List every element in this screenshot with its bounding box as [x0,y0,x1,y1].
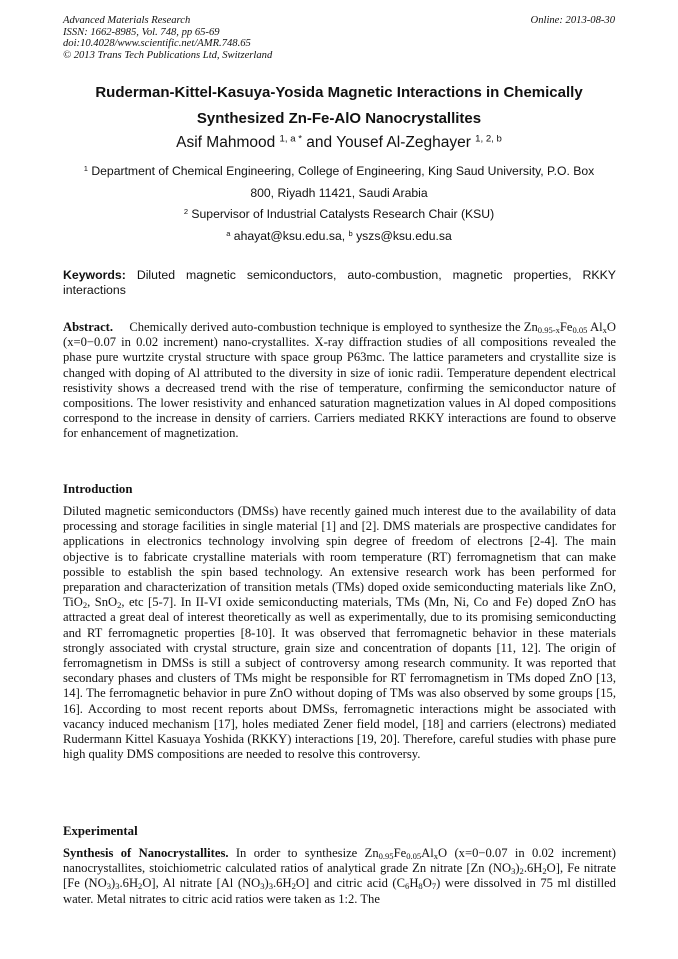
synthesis-label: Synthesis of Nanocrystallites. [63,846,229,860]
exp-text-12: .6H [273,876,292,891]
affiliation-2-text: Supervisor of Industrial Catalysts Research Chair (KSU) [188,207,495,221]
intro-sub-1: 2 [82,600,88,611]
affiliation-2-marker: 2 [183,206,189,216]
online-date: Online: 2013-08-30 [530,15,615,26]
issn-line: ISSN: 1662-8985, Vol. 748, pp 65-69 [63,26,220,38]
exp-sub-13: 6 [405,881,410,892]
journal-name: Advanced Materials Research [63,15,191,26]
exp-text-1: In order to synthesize Zn [228,846,379,860]
abstract-text-2: Fe [559,320,573,334]
abstract-text-1: Chemically derived auto-combustion technique is employed to synthesize the Zn [113,320,538,334]
intro-text-3: , etc [5-7]. In II-VI oxide semiconducting materials, TMs (Mn, Ni, Co and Fe) doped ZnO has attracted a great deal of interest theoretically as well as experimentally, due to its promising semiconducting and RT ferromagnetic properties [8-10]. It was observed that ferromagnetic behavior in these materials strongly associated with crystal structure, grain size and concentration of dopants [11, 12]. The origin of ferromagnetism in DMSs is still a subject of controversy among research community. It was reported that secondary phases and clusters of TMs might be responsible for RT ferromagnetism in TMs doped ZnO [13, 14]. The ferromagnetic behavior in pure ZnO without doping of TMs was also observed by some groups [15, 16]. According to most recent reports about DMSs, ferromagnetic interactions might be associated with vacancy induced mechanism [17], holes mediated Zener field model, [18] and carriers (electrons) mediated Rudermann Kittel Kasuaya Yoshida (RKKY) interactions [19, 20]. Therefore, careful studies with phase pure high quality DMS compositions are needed to resolve this controversy. [63,595,616,762]
exp-text-16: ) were dissolved in 75 ml distilled water. Metal nitrates to citric acid ratios were taken as 1:2. The [63,876,616,906]
doi-line[interactable]: doi:10.4028/www.scientific.net/AMR.748.65 [63,38,251,50]
exp-text-2: Fe [393,846,407,860]
experimental-body [63,846,616,907]
email-line [40,225,638,247]
abstract [63,320,616,442]
author-2: Yousef Al-Zeghayer [336,134,471,151]
author-2-marks: 1, 2, b [475,133,502,145]
journal-header [63,15,623,61]
introduction-body [63,504,616,762]
keywords [63,268,616,297]
affiliation-1 [40,160,638,204]
exp-sub-1: 0.95 [378,851,394,862]
exp-sub-15: 7 [431,881,437,892]
exp-sub-2: 0.05 [406,851,422,862]
exp-text-13: O] and citric acid (C [295,876,406,891]
exp-sub-4: 3 [511,866,516,877]
exp-sub-12: 2 [291,881,296,892]
affiliation-2 [40,203,638,225]
exp-text-5: ) [515,861,520,876]
exp-sub-5: 2 [519,866,524,877]
intro-sub-2: 2 [117,600,122,611]
title-line-2: Synthesized Zn-Fe-AlO Nanocrystallites [196,110,482,127]
email-a-marker: a [226,228,231,238]
keywords-label: Keywords: [63,268,126,282]
exp-text-15: O [422,876,432,891]
abstract-sub-3: x [602,325,607,336]
author-1-marks: 1, a * [279,133,302,145]
affiliation-1-marker: 1 [83,163,88,173]
exp-sub-11: 3 [268,881,274,892]
exp-sub-7: 3 [106,881,112,892]
exp-text-10: O], Al nitrate [Al (NO [142,876,261,891]
abstract-text-3: Al [587,320,603,334]
exp-sub-6: 2 [542,866,547,877]
title-line-1: Ruderman-Kittel-Kasuya-Yosida Magnetic Interactions in Chemically [95,84,583,101]
exp-text-9: .6H [119,876,139,891]
exp-sub-14: 8 [418,881,423,892]
keywords-text: Diluted magnetic semiconductors, auto-combustion, magnetic properties, RKKY interactions [63,268,616,297]
exp-sub-3: x [433,851,439,862]
paper-title [40,80,638,132]
exp-text-4: O (x=0−0.07 in 0.02 increment) nanocrystallites, stoichiometric calculated ratios of analytical grade Zn nitrate [Zn (NO [63,846,616,876]
exp-sub-10: 3 [260,881,265,892]
author-1: Asif Mahmood [176,134,276,151]
experimental-heading: Experimental [63,824,138,838]
copyright-line: © 2013 Trans Tech Publications Ltd, Switzerland [63,49,273,61]
author-conjunction: and [306,134,337,151]
abstract-sub-2: 0.05 [572,325,588,336]
email-a[interactable]: ahayat@ksu.edu.sa, [230,229,349,243]
exp-text-6: .6H [523,861,543,876]
abstract-text-4: O (x=0−0.07 in 0.02 increment) nano-crystallites. X-ray diffraction studies of all compositions revealed the phase pure wurtzite crystal structure with space group P63mc. The lattice parameters and crystallite size is changed with doping of Al attributed to the diversity in size of ionic radii. Temperature dependent electrical resistivity shows a decreased trend with the rise of temperature, confirming the semiconductor nature of compositions. The lower resistivity and enhanced saturation magnetization values in Al doped compositions correspond to the increase in density of carriers. Carriers mediated RKKY interactions are found to observe for enhancement of magnetization. [63,320,616,441]
abstract-sub-1: 0.95-x [537,325,560,336]
exp-sub-8: 3 [115,881,120,892]
exp-sub-9: 2 [138,881,143,892]
affiliation-1-line-1 [40,160,638,182]
introduction-heading: Introduction [63,482,133,496]
exp-text-14: H [409,876,419,891]
abstract-label: Abstract. [63,320,114,334]
exp-text-11: ) [264,876,269,891]
exp-text-7: O], Fe nitrate [Fe (NO [63,861,616,891]
affiliation-1-text: Department of Chemical Engineering, College of Engineering, King Saud University, P.O. Box [87,164,595,178]
intro-text-2: , SnO [87,595,118,610]
author-line [40,132,638,154]
exp-text-8: ) [111,876,116,891]
intro-text-1: Diluted magnetic semiconductors (DMSs) have recently gained much interest due to the availability of data processing and storage facilities in single material [1] and [2]. DMS materials are prospective candidates for applications in electronics technology involving spin degree of freedom of electrons [2-4]. The main objective is to fabricate crystalline materials with room temperature (RT) ferromagnetism that can make possible to establish the spin based technology. An extensive research work has been performed for preparation and characterization of transition metals (TMs) doped oxide semiconducting materials like ZnO, TiO [63,504,616,610]
exp-text-3: Al [421,846,434,860]
email-b[interactable]: yszs@ksu.edu.sa [352,229,452,243]
email-b-marker: b [348,228,353,238]
affiliation-1-line-2: 800, Riyadh 11421, Saudi Arabia [250,186,428,200]
